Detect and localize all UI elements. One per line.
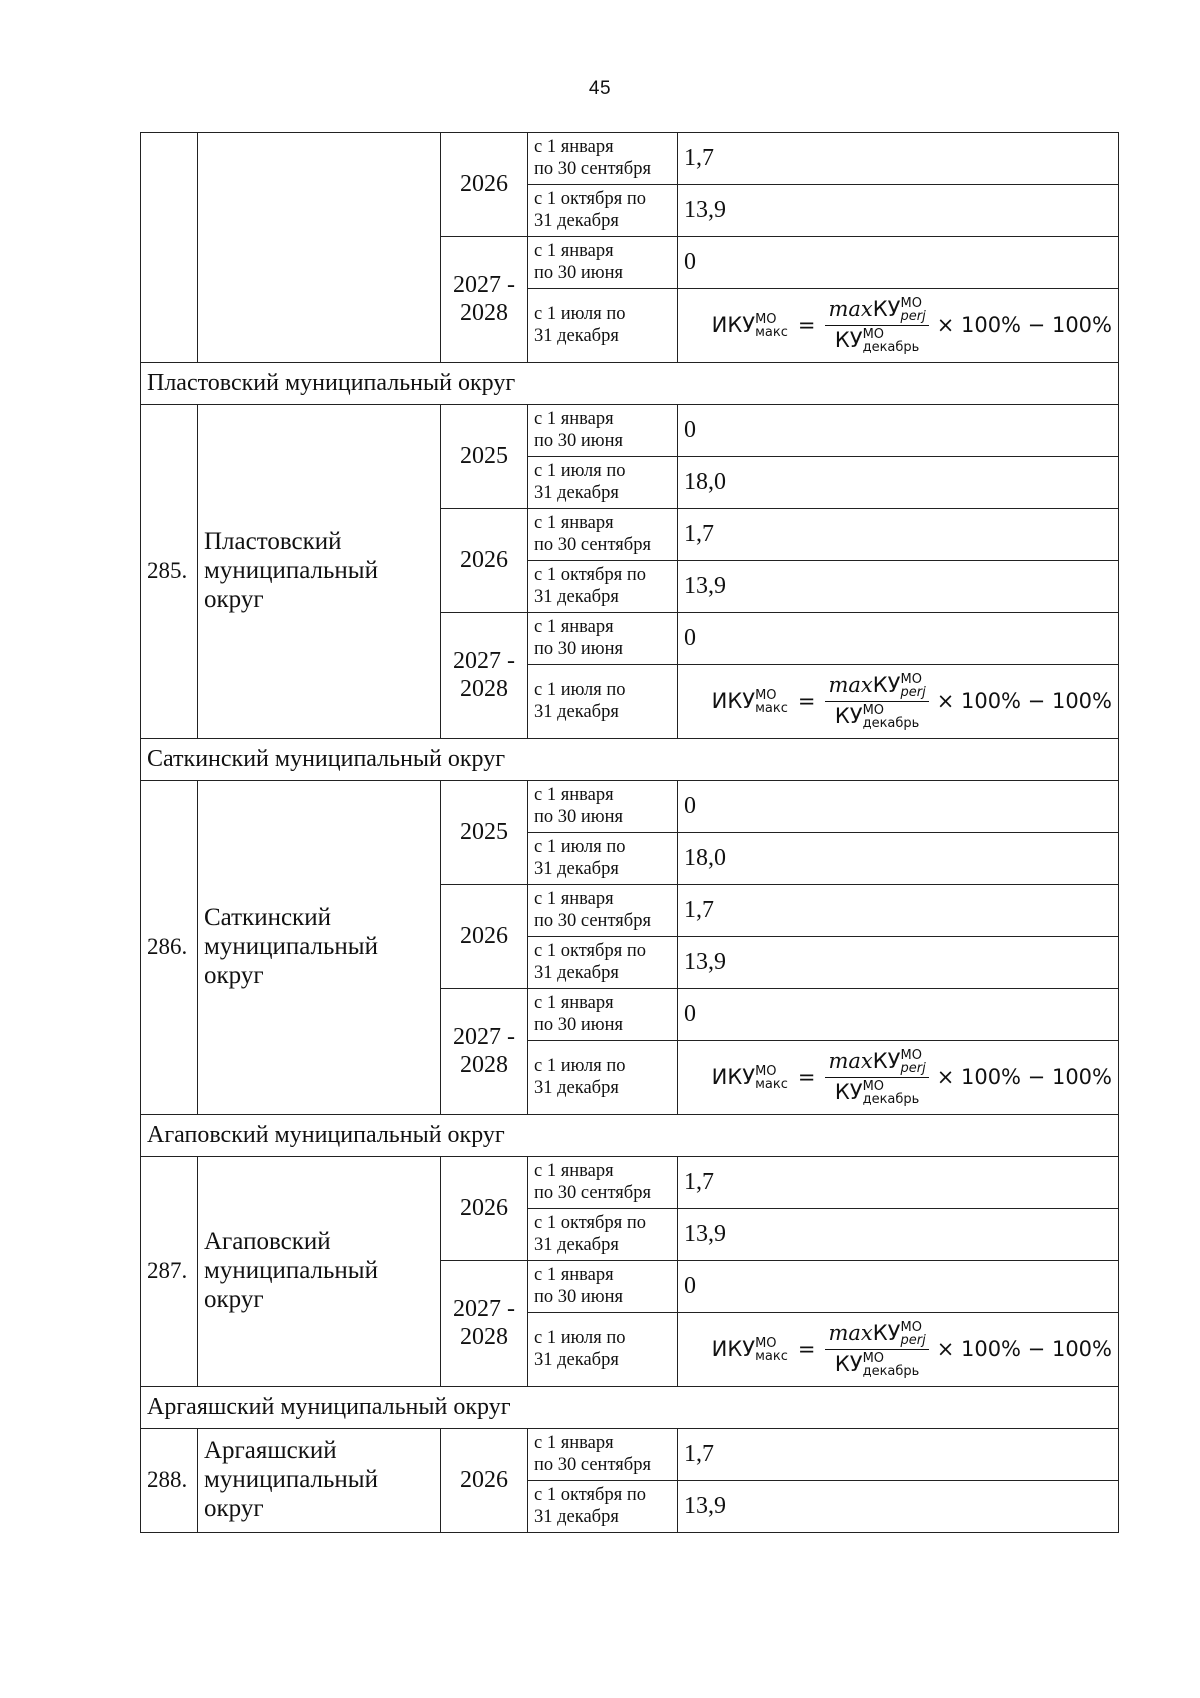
- row-number-text: 285.: [147, 558, 188, 584]
- year-text: 2025: [460, 818, 508, 845]
- period-cell: [528, 989, 678, 1041]
- formula-den-sub: декабрь: [862, 1092, 920, 1107]
- period-text: с 1 января по 30 сентября: [534, 889, 651, 931]
- value-text: 0: [684, 416, 696, 443]
- year-text: 2026: [460, 922, 508, 949]
- year-text: 2025: [460, 442, 508, 469]
- formula-equals: =: [797, 313, 816, 338]
- formula-denominator: [832, 702, 922, 730]
- period-text: с 1 октября по 31 декабря: [534, 941, 647, 983]
- municipality-name: [198, 1429, 441, 1533]
- value-cell: [678, 1429, 1119, 1481]
- municipality-name-text: Пластовский муниципальный округ: [204, 528, 378, 613]
- period-text: с 1 января по 30 июня: [534, 785, 624, 827]
- period-cell: [528, 237, 678, 289]
- page-number: 45: [588, 78, 612, 99]
- period-text: с 1 января по 30 июня: [534, 993, 624, 1035]
- period-text: с 1 июля по 31 декабря: [534, 304, 626, 346]
- row-number: [141, 1157, 198, 1387]
- row-number: [141, 1429, 198, 1533]
- value-text: 13,9: [684, 948, 726, 975]
- formula-den-sup: МО: [862, 703, 885, 718]
- formula-lhs-sub: макс: [755, 1076, 788, 1092]
- value-cell: [678, 237, 1119, 289]
- formula-fraction: [825, 297, 928, 354]
- period-text: с 1 января по 30 июня: [534, 1265, 624, 1307]
- formula-num-sup: МО: [900, 296, 922, 311]
- table-row: [141, 133, 1119, 185]
- period-text: с 1 января по 30 июня: [534, 241, 624, 283]
- period-text: с 1 октября по 31 декабря: [534, 189, 647, 231]
- max-index-formula: [684, 297, 1112, 354]
- formula-numerator: [825, 1049, 928, 1078]
- value-cell: [678, 185, 1119, 237]
- period-cell: [528, 133, 678, 185]
- value-cell: [678, 937, 1119, 989]
- value-cell: [678, 989, 1119, 1041]
- formula-num-sub: perj: [900, 685, 926, 700]
- formula-numerator: [825, 673, 928, 702]
- value-cell: [678, 289, 1119, 363]
- formula-denominator: [832, 1078, 922, 1106]
- row-number: [141, 781, 198, 1115]
- value-cell: [678, 1481, 1119, 1533]
- formula-den-sub: декабрь: [862, 340, 920, 355]
- value-cell: [678, 405, 1119, 457]
- value-cell: [678, 509, 1119, 561]
- value-cell: [678, 1261, 1119, 1313]
- section-header-row: [141, 739, 1119, 781]
- section-title: Саткинский муниципальный округ: [147, 745, 506, 772]
- formula-den-main: КУ: [834, 328, 863, 352]
- value-text: 13,9: [684, 1220, 726, 1247]
- period-text: с 1 июля по 31 декабря: [534, 680, 626, 722]
- formula-den-main: КУ: [834, 1352, 863, 1376]
- value-cell: [678, 133, 1119, 185]
- formula-denominator: [832, 326, 922, 354]
- row-number-text: 287.: [147, 1258, 188, 1284]
- period-cell: [528, 457, 678, 509]
- value-text: 1,7: [684, 520, 714, 547]
- year-text: 2027 - 2028: [453, 271, 515, 326]
- formula-lhs: [712, 1337, 788, 1363]
- value-text: 13,9: [684, 1492, 726, 1519]
- period-text: с 1 октября по 31 декабря: [534, 565, 647, 607]
- formula-lhs-sup: МО: [755, 1063, 777, 1079]
- year-text: 2027 - 2028: [453, 647, 515, 702]
- section-header-row: [141, 363, 1119, 405]
- formula-lhs: [712, 689, 788, 715]
- year-cell: [441, 1261, 528, 1387]
- formula-denominator: [832, 1350, 922, 1378]
- formula-lhs-sup: МО: [755, 311, 777, 327]
- value-cell: [678, 457, 1119, 509]
- year-cell: [441, 885, 528, 989]
- year-cell: [441, 509, 528, 613]
- year-cell: [441, 781, 528, 885]
- formula-num-sup: МО: [900, 672, 922, 687]
- period-text: с 1 января по 30 сентября: [534, 1161, 651, 1203]
- section-title: Агаповский муниципальный округ: [147, 1121, 505, 1148]
- formula-lhs-main: ИКУ: [711, 1336, 756, 1361]
- formula-num-sup: МО: [900, 1320, 922, 1335]
- formula-num-main: КУ: [872, 1321, 901, 1345]
- formula-num-sup: МО: [900, 1048, 922, 1063]
- section-header-row: [141, 1115, 1119, 1157]
- year-text: 2026: [460, 170, 508, 197]
- period-cell: [528, 1041, 678, 1115]
- formula-lhs-sub: макс: [755, 700, 788, 716]
- formula-den-sup: МО: [862, 1351, 885, 1366]
- formula-den-main: КУ: [834, 1080, 863, 1104]
- period-cell: [528, 1157, 678, 1209]
- formula-lhs-main: ИКУ: [711, 1064, 756, 1089]
- period-cell: [528, 1481, 678, 1533]
- period-cell: [528, 1209, 678, 1261]
- formula-equals: =: [797, 1065, 816, 1090]
- formula-den-sub: декабрь: [862, 716, 920, 731]
- formula-lhs-main: ИКУ: [711, 312, 756, 337]
- value-text: 18,0: [684, 468, 726, 495]
- formula-num-main: КУ: [872, 673, 901, 697]
- formula-lhs: [712, 1065, 788, 1091]
- year-text: 2026: [460, 1194, 508, 1221]
- period-cell: [528, 509, 678, 561]
- value-text: 0: [684, 1272, 696, 1299]
- row-number: [141, 405, 198, 739]
- formula-num-sub: perj: [900, 1061, 926, 1076]
- period-cell: [528, 185, 678, 237]
- municipality-name: [198, 1157, 441, 1387]
- municipality-name-text: Аргаяшский муниципальный округ: [204, 1437, 378, 1522]
- value-cell: [678, 1209, 1119, 1261]
- formula-numerator: [825, 1321, 928, 1350]
- period-text: с 1 января по 30 сентября: [534, 137, 651, 179]
- formula-max: max: [828, 297, 873, 321]
- formula-rest: × 100% − 100%: [936, 689, 1112, 714]
- formula-fraction: [825, 673, 928, 730]
- formula-lhs-sub: макс: [755, 1348, 788, 1364]
- period-text: с 1 октября по 31 декабря: [534, 1213, 647, 1255]
- formula-rest: × 100% − 100%: [936, 1337, 1112, 1362]
- period-text: с 1 января по 30 сентября: [534, 513, 651, 555]
- period-cell: [528, 781, 678, 833]
- value-cell: [678, 613, 1119, 665]
- period-text: с 1 июля по 31 декабря: [534, 837, 626, 879]
- value-cell: [678, 833, 1119, 885]
- name-cell-empty: [198, 133, 441, 363]
- period-cell: [528, 561, 678, 613]
- section-header: [141, 1115, 1119, 1157]
- table-row: [141, 1429, 1119, 1481]
- period-cell: [528, 937, 678, 989]
- formula-fraction: [825, 1321, 928, 1378]
- tariff-index-table: [140, 132, 1119, 1533]
- municipality-name-text: Агаповский муниципальный округ: [204, 1228, 378, 1313]
- municipality-name: [198, 405, 441, 739]
- max-index-formula: [684, 1321, 1112, 1378]
- formula-den-sub: декабрь: [862, 1364, 920, 1379]
- section-header: [141, 1387, 1119, 1429]
- period-cell: [528, 405, 678, 457]
- formula-num-sub: perj: [900, 309, 926, 324]
- year-text: 2027 - 2028: [453, 1295, 515, 1350]
- formula-max: max: [828, 1321, 873, 1345]
- value-text: 13,9: [684, 196, 726, 223]
- formula-den-sup: МО: [862, 1079, 885, 1094]
- period-cell: [528, 1429, 678, 1481]
- formula-lhs: [712, 313, 788, 339]
- year-cell: [441, 133, 528, 237]
- value-text: 1,7: [684, 1440, 714, 1467]
- period-cell: [528, 885, 678, 937]
- value-text: 18,0: [684, 844, 726, 871]
- formula-den-main: КУ: [834, 704, 863, 728]
- period-text: с 1 июля по 31 декабря: [534, 1056, 626, 1098]
- period-cell: [528, 665, 678, 739]
- formula-lhs-sup: МО: [755, 687, 777, 703]
- table-row: [141, 1157, 1119, 1209]
- table-row: [141, 405, 1119, 457]
- period-text: с 1 января по 30 июня: [534, 617, 624, 659]
- formula-numerator: [825, 297, 928, 326]
- period-text: с 1 января по 30 июня: [534, 409, 624, 451]
- section-title: Пластовский муниципальный округ: [147, 369, 516, 396]
- value-text: 13,9: [684, 572, 726, 599]
- formula-equals: =: [797, 1337, 816, 1362]
- formula-num-sub: perj: [900, 1333, 926, 1348]
- municipality-name: [198, 781, 441, 1115]
- formula-num-main: КУ: [872, 297, 901, 321]
- period-text: с 1 июля по 31 декабря: [534, 1328, 626, 1370]
- year-cell: [441, 1429, 528, 1533]
- value-cell: [678, 561, 1119, 613]
- formula-max: max: [828, 1049, 873, 1073]
- value-text: 1,7: [684, 144, 714, 171]
- formula-equals: =: [797, 689, 816, 714]
- max-index-formula: [684, 673, 1112, 730]
- period-text: с 1 июля по 31 декабря: [534, 461, 626, 503]
- period-text: с 1 января по 30 сентября: [534, 1433, 651, 1475]
- value-cell: [678, 781, 1119, 833]
- year-cell: [441, 405, 528, 509]
- formula-lhs-sub: макс: [755, 324, 788, 340]
- formula-den-sup: МО: [862, 327, 885, 342]
- formula-rest: × 100% − 100%: [936, 313, 1112, 338]
- formula-num-main: КУ: [872, 1049, 901, 1073]
- formula-max: max: [828, 673, 873, 697]
- period-cell: [528, 613, 678, 665]
- year-cell: [441, 237, 528, 363]
- value-cell: [678, 1313, 1119, 1387]
- value-cell: [678, 885, 1119, 937]
- period-cell: [528, 833, 678, 885]
- value-cell: [678, 1157, 1119, 1209]
- year-text: 2026: [460, 1466, 508, 1493]
- value-cell: [678, 665, 1119, 739]
- section-header: [141, 739, 1119, 781]
- year-cell: [441, 613, 528, 739]
- municipality-name-text: Саткинский муниципальный округ: [204, 904, 378, 989]
- formula-lhs-sup: МО: [755, 1335, 777, 1351]
- period-cell: [528, 1313, 678, 1387]
- value-text: 1,7: [684, 1168, 714, 1195]
- row-number-text: 288.: [147, 1467, 188, 1493]
- value-text: 1,7: [684, 896, 714, 923]
- value-text: 0: [684, 1000, 696, 1027]
- row-number-text: 286.: [147, 934, 188, 960]
- table-row: [141, 781, 1119, 833]
- year-text: 2027 - 2028: [453, 1023, 515, 1078]
- formula-lhs-main: ИКУ: [711, 688, 756, 713]
- value-text: 0: [684, 248, 696, 275]
- period-cell: [528, 289, 678, 363]
- num-cell-empty: [141, 133, 198, 363]
- value-text: 0: [684, 624, 696, 651]
- max-index-formula: [684, 1049, 1112, 1106]
- section-header-row: [141, 1387, 1119, 1429]
- section-header: [141, 363, 1119, 405]
- year-cell: [441, 1157, 528, 1261]
- value-text: 0: [684, 792, 696, 819]
- year-cell: [441, 989, 528, 1115]
- period-cell: [528, 1261, 678, 1313]
- year-text: 2026: [460, 546, 508, 573]
- formula-rest: × 100% − 100%: [936, 1065, 1112, 1090]
- section-title: Аргаяшский муниципальный округ: [147, 1393, 511, 1420]
- formula-fraction: [825, 1049, 928, 1106]
- period-text: с 1 октября по 31 декабря: [534, 1485, 647, 1527]
- value-cell: [678, 1041, 1119, 1115]
